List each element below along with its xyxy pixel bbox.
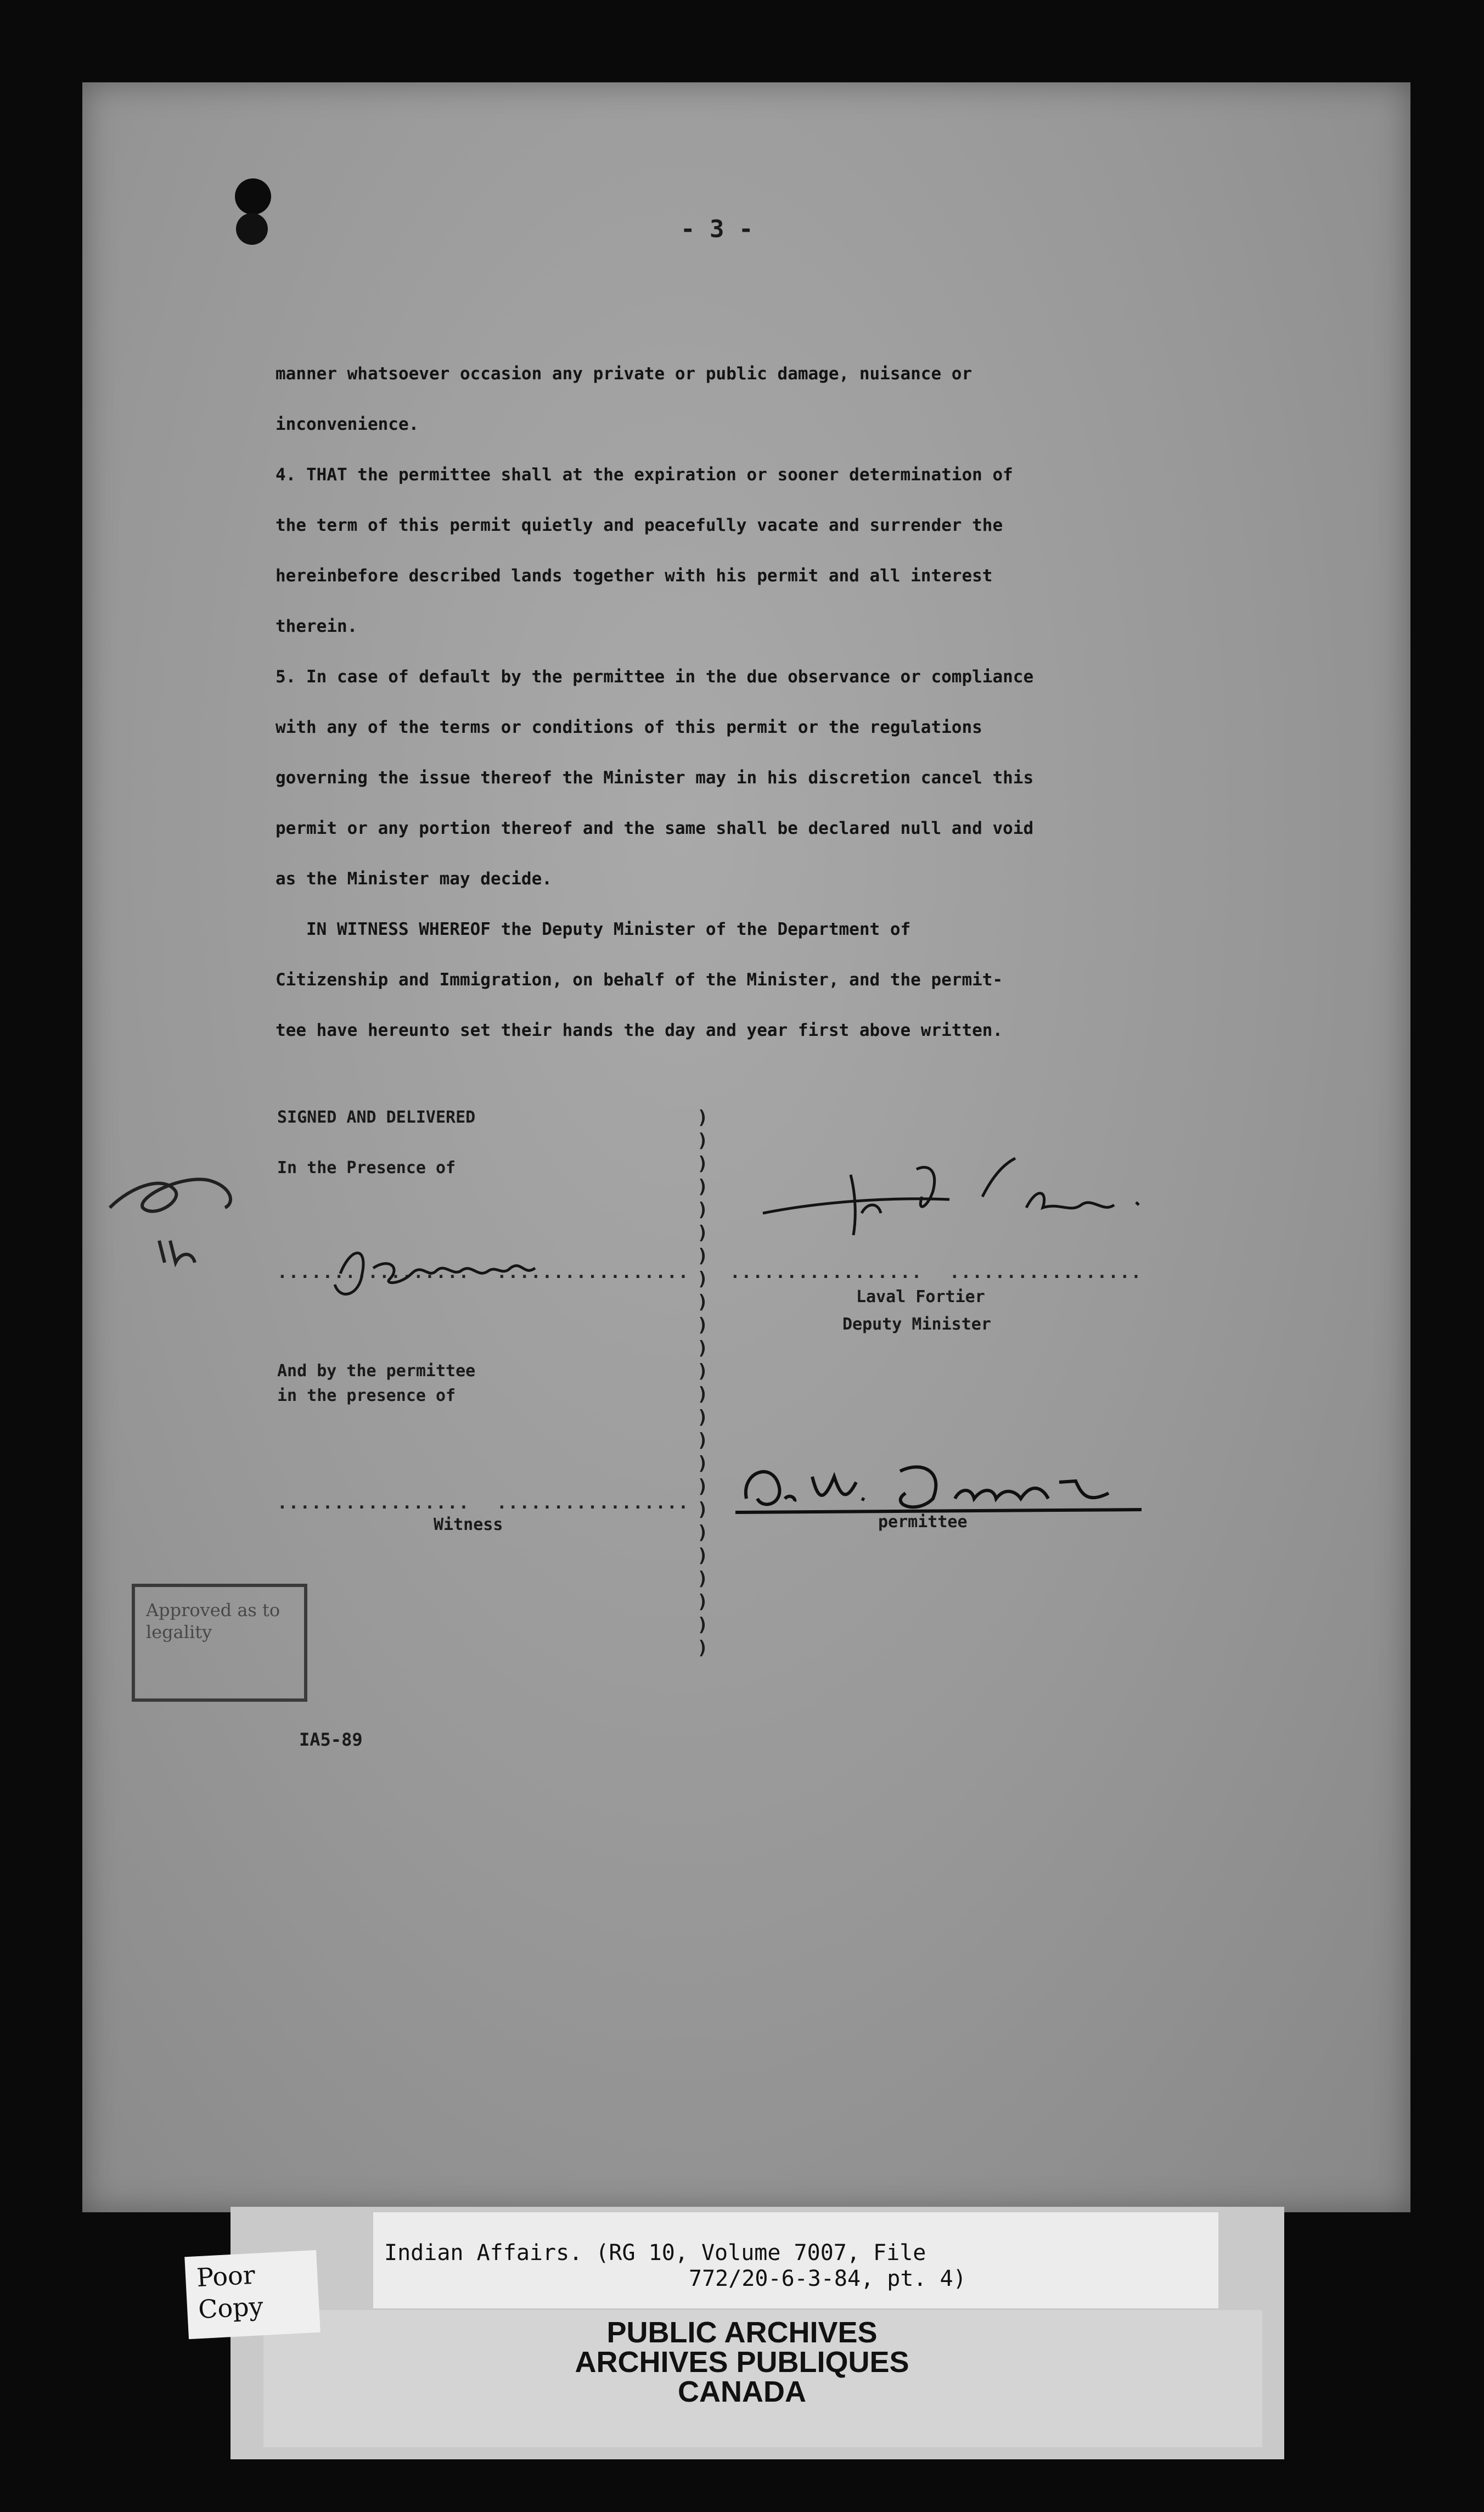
body-line: 4. THAT the permittee shall at the expiration or sooner determination of <box>276 465 1013 485</box>
witness-signature-text: Paquette <box>307 1213 310 1214</box>
body-line: permit or any portion thereof and the same shall be declared null and void <box>276 818 1034 838</box>
body-line: with any of the terms or conditions of this permit or the regulations <box>276 717 982 737</box>
witness-caption: Witness <box>434 1515 503 1534</box>
bracket-column: ) ) ) ) ) ) ) ) ) ) ) ) ) ) ) ) ) ) ) ) ) ) ) ) <box>697 1107 709 1659</box>
permittee-witness-line-end: ................. <box>497 1493 690 1513</box>
body-line: manner whatsoever occasion any private or public damage, nuisance or <box>276 364 973 384</box>
body-line: as the Minister may decide. <box>276 869 552 889</box>
body-line: the term of this permit quietly and peacefully vacate and surrender the <box>276 515 1003 535</box>
body-line: therein. <box>276 616 358 636</box>
margin-scribble <box>99 1142 274 1274</box>
body-line: hereinbefore described lands together with his permit and all interest <box>276 566 993 586</box>
deputy-title: Deputy Minister <box>842 1315 991 1334</box>
permittee-witness-line: ................. <box>277 1493 470 1513</box>
in-presence-lower-label: in the presence of <box>277 1386 456 1405</box>
body-line: governing the issue thereof the Minister may in his discretion cancel this <box>276 768 1034 788</box>
poor-copy-note: Poor Copy <box>184 2250 321 2339</box>
body-text <box>276 349 1198 1056</box>
body-line: tee have hereunto set their hands the day and year first above written. <box>276 1020 1003 1040</box>
archives-line-french: ARCHIVES PUBLIQUES <box>575 2346 909 2379</box>
body-line: inconvenience. <box>276 414 419 434</box>
witness-signature <box>307 1213 615 1323</box>
form-code: IA5-89 <box>299 1729 363 1750</box>
punch-hole <box>236 213 268 245</box>
permittee-caption: permittee <box>878 1512 968 1532</box>
body-line: Citizenship and Immigration, on behalf of the Minister, and the permit- <box>276 970 1003 990</box>
body-line: 5. In case of default by the permittee in the due observance or compliance <box>276 667 1034 687</box>
page-number: - 3 - <box>681 215 754 243</box>
archives-line-country: CANADA <box>678 2375 806 2408</box>
permittee-signature <box>724 1438 1218 1526</box>
legality-stamp <box>132 1584 307 1702</box>
deputy-signature-line-end: ................. <box>949 1263 1143 1282</box>
archives-line-english: PUBLIC ARCHIVES <box>606 2316 878 2349</box>
signed-delivered-heading: SIGNED AND DELIVERED <box>277 1108 476 1127</box>
deputy-signature <box>752 1131 1235 1263</box>
archive-reference-line1: Indian Affairs. (RG 10, Volume 7007, File <box>384 2240 926 2266</box>
stamp-text: Approved as to legality <box>146 1600 280 1642</box>
and-by-permittee-label: And by the permittee <box>277 1361 476 1381</box>
witness-signature-line: ................. <box>277 1263 470 1282</box>
body-line: IN WITNESS WHEREOF the Deputy Minister of the Department of <box>276 919 911 939</box>
deputy-signature-line: ................. <box>730 1263 923 1282</box>
deputy-name: Laval Fortier <box>856 1287 985 1307</box>
witness-signature-line-end: ................. <box>497 1263 690 1282</box>
archive-reference-line2: 772/20-6-3-84, pt. 4) <box>689 2266 966 2291</box>
in-presence-label: In the Presence of <box>277 1158 456 1178</box>
punch-hole <box>235 178 271 215</box>
